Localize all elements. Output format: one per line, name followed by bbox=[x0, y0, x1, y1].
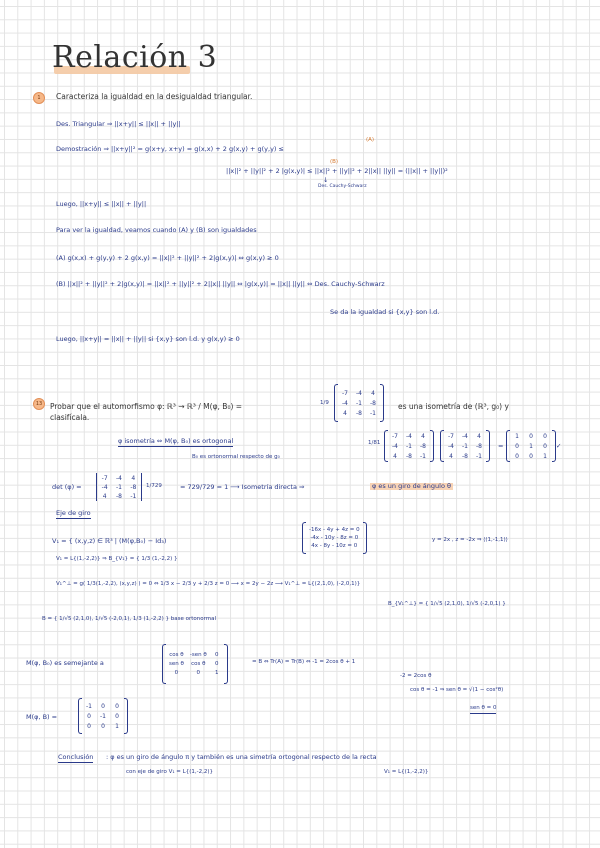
proof-line-2: ||x||² + ||y||² + 2 |g(x,y)| ≤ ||x||² + ||y||² + 2||x|| ||y|| = (||x|| + ||y||)² bbox=[226, 167, 448, 175]
conclusion-text-3: V₁ = L{(1,-2,2)} bbox=[384, 769, 429, 775]
v1-span: V₁ = L{(1,-2,2)} ⇒ B_{V₁} = { 1/3 (1,-2,2) } bbox=[56, 556, 178, 562]
conclusion-1: Luego, ||x+y|| = ||x|| + ||y|| si {x,y} son l.d. y g(x,y) ≥ 0 bbox=[56, 335, 240, 343]
det-matrix-cell: -4 bbox=[116, 475, 122, 482]
det-matrix-cell: -7 bbox=[101, 475, 108, 482]
exercise-13-statement-a: Probar que el automorfismo φ: ℝ³ → ℝ³ / M(φ, B₀) = bbox=[50, 402, 243, 411]
system-matrix bbox=[302, 522, 367, 554]
check-matrix-1-cell: -4 bbox=[406, 432, 412, 440]
check-matrix-1-cell: -8 bbox=[420, 442, 426, 450]
conclusion-text-2: con eje de giro V₁ = L{(1,-2,2)} bbox=[126, 769, 213, 775]
rotation-matrix-cell: -sen θ bbox=[189, 652, 207, 658]
basis-b: B = { 1/√5 (2,1,0), 1/√5 (-2,0,1), 1/3 (1,-2,2) } base ortonormal bbox=[42, 616, 217, 622]
identity-matrix-cell: 0 bbox=[529, 452, 533, 460]
system-line-2: -4x - 10y - 8z = 0 bbox=[310, 535, 359, 541]
check-tick: ✓ bbox=[556, 442, 562, 450]
det-matrix-cell: 4 bbox=[131, 475, 136, 482]
mark-b: (B) bbox=[330, 159, 339, 165]
final-matrix-cell: 0 bbox=[87, 722, 91, 730]
rotation-matrix bbox=[162, 644, 228, 684]
identity-matrix-cell: 1 bbox=[529, 442, 533, 450]
check-matrix-2-cell: -4 bbox=[448, 442, 454, 450]
identity-matrix-cell: 0 bbox=[515, 442, 519, 450]
check-matrix-2-cell: -8 bbox=[462, 452, 468, 460]
exercise-1-statement: Caracteriza la igualdad en la desigualdad triangular. bbox=[56, 92, 253, 101]
matrix-m-cell: -7 bbox=[342, 389, 348, 397]
final-matrix-cell: 0 bbox=[101, 722, 105, 730]
trace-step-3: cos θ = -1 ⇒ sen θ = √(1 − cos²θ) bbox=[410, 687, 504, 693]
rotation-matrix-cell: 1 bbox=[214, 670, 219, 676]
final-matrix-cell: -1 bbox=[86, 702, 92, 710]
matrix-m-cell: -1 bbox=[356, 399, 362, 407]
check-matrix-1-cell: 4 bbox=[393, 452, 397, 460]
matrix-m-cell: 4 bbox=[371, 389, 375, 397]
system-solution: y = 2x , z = -2x ⇒ ⟨(1,-1,1)⟩ bbox=[432, 537, 508, 543]
det-matrix-cell: -1 bbox=[116, 484, 122, 491]
check-matrix-2-cell: -4 bbox=[462, 432, 468, 440]
proof-line-1: Demostración ⇒ ||x+y||² = g(x+y, x+y) = g(x,x) + 2 g(x,y) + g(y,y) ≤ bbox=[56, 145, 284, 153]
para-ver-line: Para ver la igualdad, veamos cuando (A) y (B) son igualdades bbox=[56, 226, 257, 234]
system-line-3: 4x - 8y - 10z = 0 bbox=[311, 543, 358, 549]
check-matrix-1-cell: -8 bbox=[406, 452, 412, 460]
exercise-13-statement-c: clasifícala. bbox=[50, 413, 90, 422]
identity-matrix-cell: 0 bbox=[515, 452, 519, 460]
v1-perp-basis: B_{V₁^⊥} = { 1/√5 (2,1,0), 1/√5 (-2,0,1) } bbox=[388, 601, 506, 607]
matrix-m-cell: -8 bbox=[370, 399, 376, 407]
check-matrix-2-cell: -1 bbox=[462, 442, 468, 450]
trace-step-2: -2 = 2cos θ bbox=[400, 673, 432, 679]
cauchy-arrow: ↓ bbox=[323, 176, 329, 184]
v1-definition: V₁ = { (x,y,z) ∈ ℝ³ | (M(φ,B₀) − Id₃) bbox=[52, 537, 167, 545]
exercise-1-badge: 1 bbox=[33, 92, 45, 104]
triangle-inequality: Des. Triangular ⇒ ||x+y|| ≤ ||x|| + ||y|| bbox=[56, 120, 181, 128]
final-matrix-cell: 0 bbox=[87, 712, 91, 720]
equals-sign: = bbox=[498, 442, 504, 450]
rotation-result: φ es un giro de ángulo θ bbox=[372, 482, 451, 490]
final-matrix-cell: 1 bbox=[115, 722, 119, 730]
final-matrix bbox=[78, 698, 128, 734]
matrix-m bbox=[334, 384, 384, 422]
isometry-condition: φ isometría ⇔ M(φ, B₀) es ortogonal bbox=[118, 437, 234, 445]
matrix-m-cell: 4 bbox=[343, 409, 347, 417]
rotation-matrix-cell: cos θ bbox=[191, 661, 206, 667]
rotation-matrix-cell: sen θ bbox=[169, 661, 184, 667]
matrix-m-cell: -4 bbox=[342, 399, 348, 407]
equality-condition: Se da la igualdad si {x,y} son l.d. bbox=[330, 308, 440, 316]
axis-title: Eje de giro bbox=[56, 509, 91, 517]
det-result-line: = 729/729 = 1 ⟶ Isometría directa ⇒ bbox=[180, 483, 305, 491]
identity-matrix-cell: 1 bbox=[543, 452, 547, 460]
check-matrix-2-cell: -8 bbox=[476, 442, 482, 450]
rotation-matrix-cell: 0 bbox=[214, 661, 219, 667]
final-matrix-cell: -1 bbox=[100, 712, 106, 720]
page-title: Relación 3 bbox=[52, 40, 218, 75]
check-matrix-2-cell: -7 bbox=[448, 432, 454, 440]
mark-a: (A) bbox=[366, 137, 375, 143]
exercise-13-badge: 13 bbox=[33, 398, 45, 410]
det-matrix-cell: -8 bbox=[130, 484, 137, 491]
matrix-m-cell: -8 bbox=[356, 409, 362, 417]
identity-matrix bbox=[506, 430, 556, 462]
det-matrix-cell: -4 bbox=[101, 484, 108, 491]
det-label: det (φ) = bbox=[52, 483, 82, 491]
v1-perp: V₁^⊥ = g( 1/3(1,-2,2), (x,y,z) ) = 0 ⇔ 1/3 x − 2/3 y + 2/3 z = 0 ⟶ x = 2y − 2z ⟶ V₁^⊥ = L{(2,1,0), (-2,0,1)} bbox=[56, 581, 361, 587]
identity-matrix-cell: 0 bbox=[543, 432, 547, 440]
trace-step-4: sen θ = 0 bbox=[470, 706, 496, 714]
orthonormal-note: B₀ es ortonormal respecto de g₀ bbox=[192, 454, 280, 460]
det-matrix-cell: -1 bbox=[130, 493, 137, 500]
det-matrix bbox=[96, 473, 142, 501]
trace-equation: = B ⇔ Tr(A) = Tr(B) ⇔ -1 = 2cos θ + 1 bbox=[252, 659, 356, 665]
check-matrix-1-cell: -7 bbox=[392, 432, 398, 440]
exercise-13-statement-b: es una isometría de (ℝ³, g₀) y bbox=[398, 402, 509, 411]
rotation-matrix-cell: 0 bbox=[214, 652, 219, 658]
final-matrix-cell: 0 bbox=[115, 712, 119, 720]
rotation-matrix-cell: 0 bbox=[174, 670, 179, 676]
check-matrix-2-cell: 4 bbox=[477, 432, 481, 440]
matrix-m-cell: -4 bbox=[356, 389, 362, 397]
final-matrix-cell: 0 bbox=[115, 702, 119, 710]
condition-b: (B) ||x||² + ||y||² + 2|g(x,y)| = ||x||² + ||y||² + 2||x|| ||y|| ⇔ |g(x,y)| = ||x|| ||y|| ⇔ Des. Cauchy-Schwarz bbox=[56, 280, 385, 288]
rotation-matrix-cell: 0 bbox=[196, 670, 201, 676]
final-matrix-cell: 0 bbox=[101, 702, 105, 710]
matrix-m-cell: -1 bbox=[370, 409, 376, 417]
rotation-matrix-cell: cos θ bbox=[169, 652, 184, 658]
check-matrix-1-cell: -1 bbox=[420, 452, 426, 460]
statement-fraction: 1/9 bbox=[320, 400, 329, 406]
identity-matrix-cell: 0 bbox=[543, 442, 547, 450]
conclusion-text-1: : φ es un giro de ángulo π y también es una simetría ortogonal respecto de la recta bbox=[106, 753, 377, 761]
check-fraction: 1/81 bbox=[368, 440, 381, 446]
similarity-label: M(φ, B₀) es semejante a bbox=[26, 659, 104, 667]
cauchy-schwarz-note: Des. Cauchy-Schwarz bbox=[318, 184, 367, 189]
check-matrix-2 bbox=[440, 430, 490, 462]
identity-matrix-cell: 1 bbox=[515, 432, 519, 440]
check-matrix-1 bbox=[384, 430, 434, 462]
system-line-1: -16x - 4y + 4z = 0 bbox=[309, 527, 360, 533]
mb-label: M(φ, B) = bbox=[26, 713, 58, 721]
check-matrix-1-cell: -4 bbox=[392, 442, 398, 450]
det-matrix-cell: 4 bbox=[102, 493, 107, 500]
det-matrix-cell: -8 bbox=[116, 493, 122, 500]
check-matrix-1-cell: -1 bbox=[406, 442, 412, 450]
luego-line: Luego, ||x+y|| ≤ ||x|| + ||y|| bbox=[56, 200, 147, 208]
condition-a: (A) g(x,x) + g(y,y) + 2 g(x,y) = ||x||² + ||y||² + 2|g(x,y)| ⇔ g(x,y) ≥ 0 bbox=[56, 254, 279, 262]
conclusion-label: Conclusión bbox=[58, 753, 94, 761]
check-matrix-2-cell: 4 bbox=[449, 452, 453, 460]
det-fraction: 1/729 bbox=[146, 483, 162, 489]
check-matrix-1-cell: 4 bbox=[421, 432, 425, 440]
identity-matrix-cell: 0 bbox=[529, 432, 533, 440]
check-matrix-2-cell: -1 bbox=[476, 452, 482, 460]
